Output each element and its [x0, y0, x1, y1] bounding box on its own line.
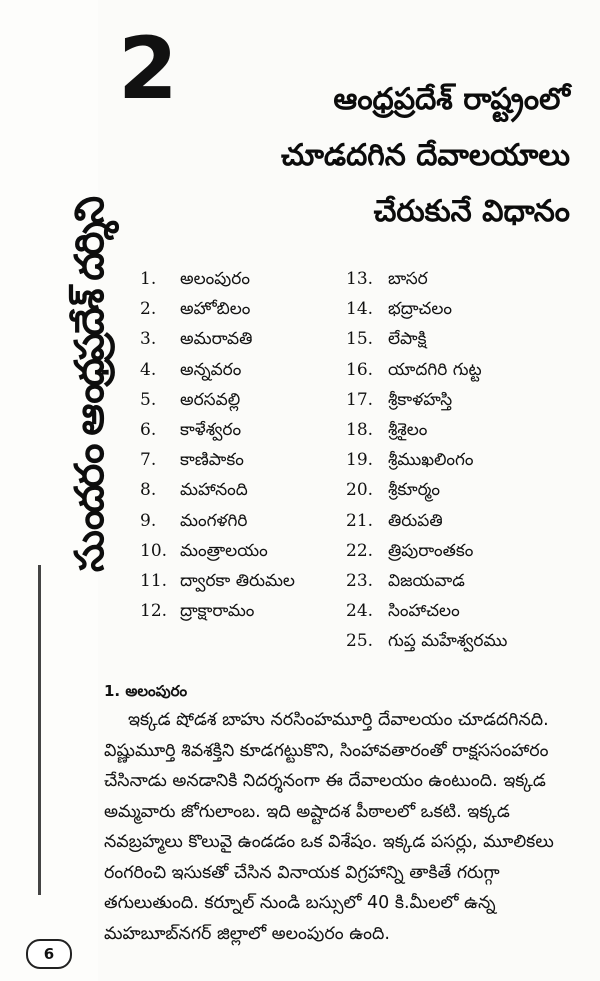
section-title: 1. అలంపురం [104, 682, 188, 700]
list-item [346, 536, 507, 566]
list-item [346, 445, 507, 475]
item-number: 15. [346, 329, 374, 350]
paragraph-line: నవబ్రహ్మలు కొలువై ఉండడం ఒక విశేషం. ఇక్కడ పసర్లు, మూలికలు [104, 832, 554, 852]
item-number: 12. [140, 601, 168, 622]
item-name: విజయవాడ [388, 570, 465, 591]
paragraph-line: ఇక్కడ షోడశ బాహు నరసింహమూర్తి దేవాలయం చూడదగినది. [128, 710, 549, 730]
item-name: కాళేశ్వరం [180, 419, 242, 440]
item-number: 8. [140, 480, 157, 501]
item-number: 9. [140, 510, 157, 531]
temple-list-right [346, 264, 507, 656]
paragraph-line: అమ్మవారు జోగులాంబ. ఇది అష్టాదశ పీఠాలలో ఒకటి. ఇక్కడ [104, 801, 510, 822]
item-number: 2. [140, 299, 157, 320]
item-number: 14. [346, 299, 374, 320]
page-number: 6 [26, 939, 72, 969]
list-item [346, 264, 507, 294]
item-name: అహోబిలం [180, 299, 251, 320]
item-number: 20. [346, 480, 374, 501]
item-number: 18. [346, 419, 374, 440]
list-item [140, 264, 295, 294]
book-spine [0, 0, 113, 981]
item-name: యాదగిరి గుట్ట [388, 359, 482, 380]
item-number: 5. [140, 389, 157, 410]
item-name: శ్రీకూర్మం [388, 480, 441, 501]
item-name: మంగళగిరి [180, 510, 248, 531]
item-name: అరసవల్లి [180, 389, 241, 410]
item-number: 10. [140, 540, 168, 561]
item-name: అన్నవరం [180, 359, 242, 380]
item-number: 25. [346, 631, 374, 652]
item-name: శ్రీకాళహస్తి [388, 389, 453, 410]
item-name: మంత్రాలయం [180, 540, 268, 561]
item-number: 22. [346, 540, 374, 561]
heading-line-1: ఆంధ్రప్రదేశ్ రాష్ట్రంలో [333, 82, 570, 117]
list-item [346, 475, 507, 505]
item-number: 11. [140, 570, 168, 591]
item-number: 6. [140, 419, 157, 440]
list-item [140, 445, 295, 475]
spine-divider [38, 565, 41, 895]
chapter-number: 2 [118, 19, 178, 119]
item-number: 1. [140, 269, 157, 289]
chapter-heading [240, 72, 570, 240]
paragraph-line: విష్ణుమూర్తి శివశక్తిని కూడగట్టుకొని, సింహావతారంతో రాక్షససంహారం [104, 740, 549, 761]
item-name: అమరావతి [180, 329, 253, 350]
item-name: గుప్త మహేశ్వరము [388, 631, 508, 652]
item-number: 4. [140, 359, 157, 380]
list-item [346, 355, 507, 385]
list-item [346, 626, 507, 656]
list-item [140, 536, 295, 566]
list-item [346, 415, 507, 445]
list-item [140, 294, 295, 324]
item-name: ద్రాక్షారామం [180, 601, 255, 622]
list-item [140, 566, 295, 596]
item-name: శ్రీశైలం [388, 419, 428, 440]
item-number: 13. [346, 269, 374, 289]
list-item [346, 324, 507, 354]
list-item [140, 596, 295, 626]
item-number: 17. [346, 389, 374, 410]
item-number: 3. [140, 329, 157, 350]
item-number: 21. [346, 510, 374, 531]
list-item [140, 506, 295, 536]
list-item [346, 506, 507, 536]
list-item [346, 596, 507, 626]
paragraph-line: చేసినాడు అనడానికి నిదర్శనంగా ఈ దేవాలయం ఉంటుంది. ఇక్కడ [104, 771, 546, 791]
item-number: 23. [346, 570, 374, 591]
item-name: బాసర [388, 269, 428, 289]
paragraph-line: తగులుతుంది. కర్నూల్ నుండి బస్సులో 40 కి.మీలలో ఉన్న [104, 893, 496, 913]
item-name: అలంపురం [180, 269, 250, 289]
list-item [346, 385, 507, 415]
item-name: త్రిపురాంతకం [388, 540, 474, 561]
item-name: మహానంది [180, 480, 248, 501]
spine-title: సుందరం ఆంధ్రప్రదేశ్ దర్శిని [67, 198, 113, 572]
list-item [140, 324, 295, 354]
item-name: ద్వారకా తిరుమల [180, 570, 295, 591]
item-name: సింహాచలం [388, 601, 460, 622]
item-number: 16. [346, 359, 374, 380]
item-name: కాణిపాకం [180, 450, 244, 471]
list-item [140, 415, 295, 445]
item-number: 7. [140, 450, 157, 471]
item-number: 24. [346, 601, 374, 622]
list-item [140, 475, 295, 505]
item-name: భద్రాచలం [388, 299, 453, 320]
heading-line-2: చూడదగిన దేవాలయాలు [281, 138, 570, 173]
item-name: లేపాక్షి [388, 329, 427, 350]
heading-line-3: చేరుకునే విధానం [373, 194, 570, 229]
item-number: 19. [346, 450, 374, 471]
list-item [346, 294, 507, 324]
list-item [140, 385, 295, 415]
list-item [346, 566, 507, 596]
temple-list-left [140, 264, 295, 626]
paragraph-line: రంగరించి ఇసుకతో చేసిన వినాయక విగ్రహాన్ని తాకితే గరుగ్గా [104, 862, 500, 883]
section-paragraph [104, 705, 586, 949]
item-name: తిరుపతి [388, 510, 443, 531]
list-item [140, 355, 295, 385]
paragraph-line: మహబూబ్‌నగర్ జిల్లాలో అలంపురం ఉంది. [104, 923, 390, 944]
item-name: శ్రీముఖలింగం [388, 450, 474, 471]
